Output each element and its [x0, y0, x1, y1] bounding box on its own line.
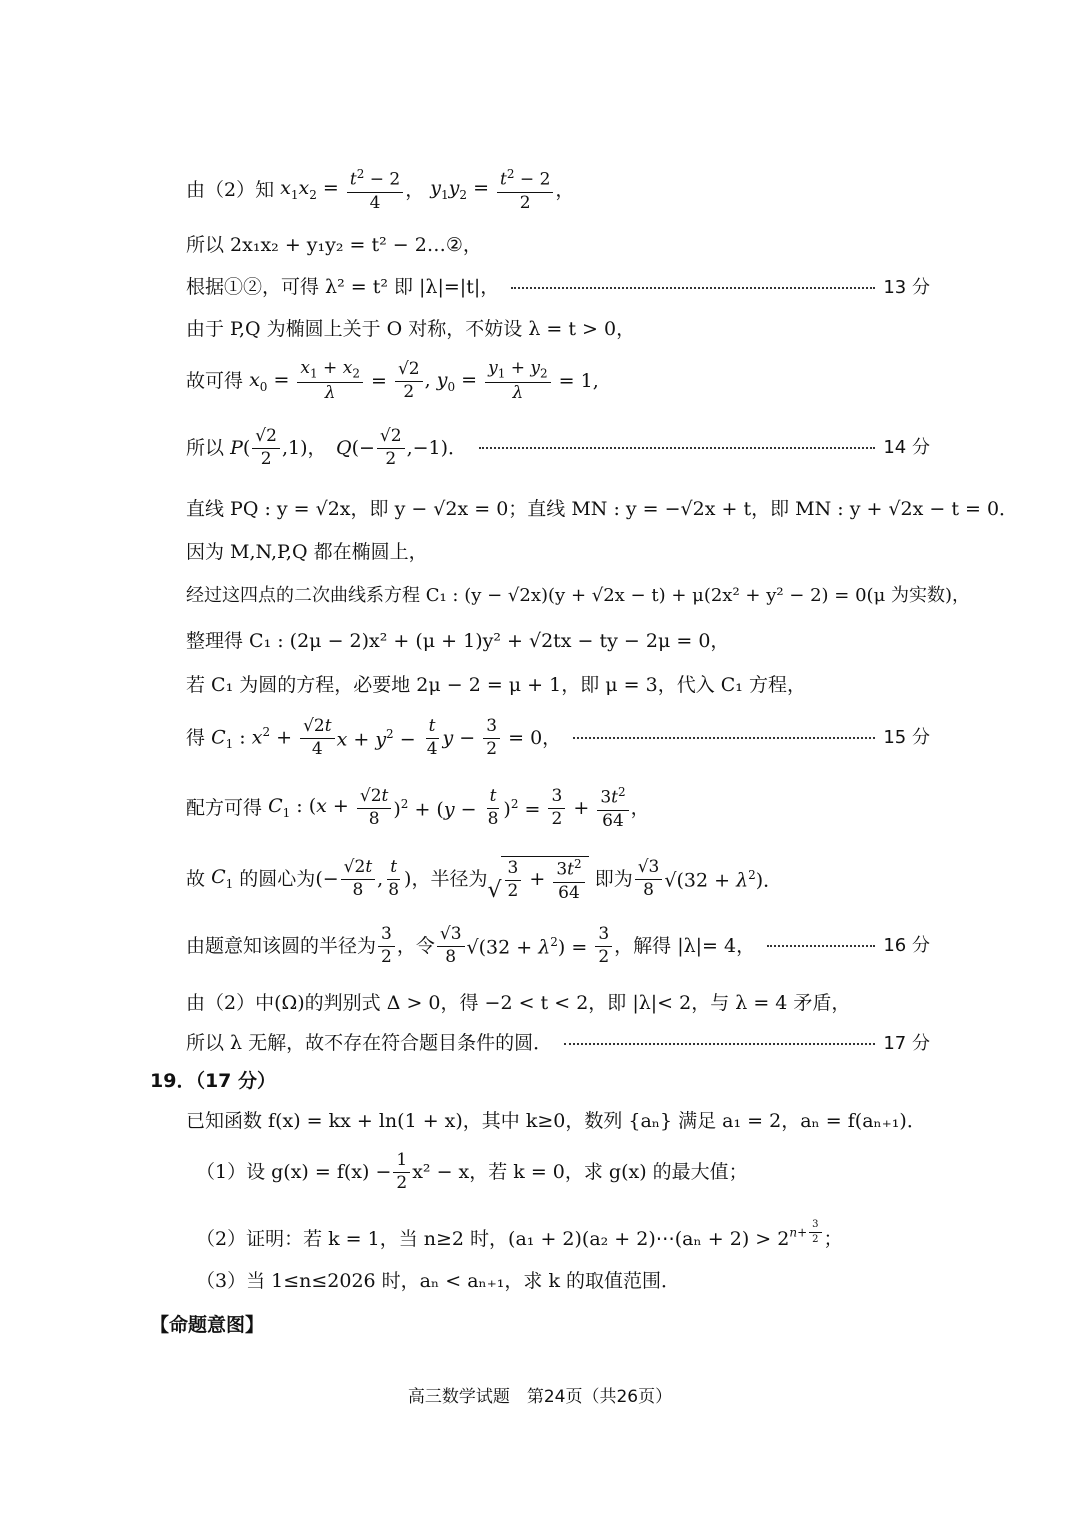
- leader-dots: [511, 287, 875, 289]
- line-10: 整理得 C₁ : (2μ − 2)x² + (μ + 1)y² + √2tx − ty − 2μ = 0，: [186, 630, 730, 652]
- frac-3t2-over-64: $\frac{3t^2}{64}$: [597, 786, 628, 830]
- frac-sqrt3-over-8: $\frac{√3}{8}$: [635, 859, 663, 900]
- frac-t-over-8: $\frac{t}{8}$: [487, 785, 499, 829]
- line-5: 故可得 $x_0$ = $\frac{x_1 + x_2}{\lambda}$ = $\frac{√2}{2}$ , $y_0$ = $\frac{y_1 + y_2}{\lambda}$ = 1,: [186, 358, 599, 403]
- leader-dots: [479, 447, 875, 449]
- frac-q-x: $\frac{√2}{2}$: [377, 428, 405, 469]
- score-13: 13 分: [883, 276, 930, 298]
- line-11: 若 C₁ 为圆的方程，必要地 2μ − 2 = μ + 1，即 μ = 3，代入 C₁ 方程，: [186, 674, 806, 696]
- frac-center-y: $\frac{t}{8}$: [388, 856, 400, 900]
- score-17: 17 分: [883, 1032, 930, 1054]
- frac-t2-2-over-4: $\frac{t^2 - 2}{4}$: [347, 168, 403, 212]
- question-19-part-3: （3）当 1≤n≤2026 时，aₙ < aₙ₊₁，求 k 的取值范围．: [196, 1270, 681, 1292]
- line-2: 所以 2x₁x₂ + y₁y₂ = t² − 2…②，: [186, 234, 482, 256]
- line-14: 故 $C_1$ 的圆心为 (− $\frac{√2t}{8}$ , $\frac{t}{8}$ ) ，半径为 √ $\frac{3}{2}$ + $\frac{3t^2}{64}$ 即为 $\frac{√3}{8}$ $√(32 + \lambda^2)$．: [186, 856, 783, 904]
- line-7: 直线 PQ : y = √2x，即 y − √2x = 0；直线 MN : y = −√2x + t，即 MN : y + √2x − t = 0．: [186, 498, 1019, 520]
- frac-t-over-4: $\frac{t}{4}$: [426, 716, 438, 759]
- frac-sqrt2t-over-4: $\frac{√2t}{4}$: [300, 718, 335, 759]
- line-3: 根据①②，可得 λ² = t² 即 |λ|=|t|， 13 分: [186, 276, 930, 298]
- math-y1y2: $y_1y_2$ =: [430, 177, 496, 203]
- line-15: 由题意知该圆的半径为 $\frac{3}{2}$ ，令 $\frac{√3}{8}$ $√(32 + \lambda^2)$ = $\frac{3}{2}$ ，解得 |λ|= 4， 16 分: [186, 924, 930, 967]
- frac-3-over-2: $\frac{3}{2}$: [483, 718, 500, 759]
- sqrt-radius: √ $\frac{3}{2}$ + $\frac{3t^2}{64}$: [487, 856, 588, 902]
- question-19-heading: 19．（17 分）: [150, 1070, 276, 1092]
- frac-1-over-2: $\frac{1}{2}$: [393, 1152, 410, 1193]
- exponent: n + 3 2: [789, 1220, 823, 1246]
- line-8: 因为 M,N,P,Q 都在椭圆上，: [186, 541, 428, 563]
- line-1: 由（2）知 $x_1x_2$ = $\frac{t^2 - 2}{4}$ ， $y_1y_2$ = $\frac{t^2 - 2}{2}$ ，: [186, 167, 575, 213]
- frac-center-x: $\frac{√2t}{8}$: [341, 859, 376, 900]
- frac-p-x: $\frac{√2}{2}$: [252, 428, 280, 469]
- line-12: 得 $C_1$ : $x^2$ + $\frac{√2t}{4}$ $x + y^2$ − $\frac{t}{4}$ y − $\frac{3}{2}$ = 0， 15 分: [186, 716, 930, 759]
- frac-3-over-2d: $\frac{3}{2}$: [595, 926, 612, 967]
- frac-x1x2-over-lambda: $\frac{x_1 + x_2}{\lambda}$: [297, 360, 363, 403]
- line-4: 由于 P,Q 为椭圆上关于 O 对称，不妨设 λ = t > 0，: [186, 318, 636, 340]
- math-x1x2: $x_1x_2$ =: [280, 177, 345, 203]
- score-14: 14 分: [883, 437, 930, 459]
- question-19-part-2: （2）证明：若 k = 1，当 n≥2 时，(a₁ + 2)(a₂ + 2)⋯(aₙ + 2) > 2 $^{n + \frac{3}{2}}$ ；: [196, 1218, 843, 1250]
- score-15: 15 分: [883, 727, 930, 749]
- question-19-part-1: （1）设 g(x) = f(x) − $\frac{1}{2}$ x² − x，若 k = 0，求 g(x) 的最大值；: [196, 1150, 748, 1193]
- frac-3-over-2c: $\frac{3}{2}$: [378, 926, 395, 967]
- line-13: 配方可得 $C_1$ : (x + $\frac{√2t}{8}$ )$^2$ + (y − $\frac{t}{8}$ )$^2$ = $\frac{3}{2}$ + $\frac{3t^2}{64}$ ，: [186, 785, 650, 831]
- leader-dots: [564, 1043, 875, 1045]
- frac-sqrt2-over-2: $\frac{√2}{2}$: [395, 361, 423, 402]
- question-19-stem: 已知函数 f(x) = kx + ln(1 + x)，其中 k≥0，数列 {aₙ} 满足 a₁ = 2，aₙ = f(aₙ₊₁)．: [186, 1110, 926, 1132]
- frac-3-over-2b: $\frac{3}{2}$: [548, 788, 565, 829]
- line-16: 由（2）中(Ω)的判别式 Δ > 0，得 −2 < t < 2，即 |λ|< 2，与 λ = 4 矛盾，: [186, 992, 851, 1014]
- frac-t2-2-over-2: $\frac{t^2 - 2}{2}$: [497, 168, 553, 212]
- page-footer: 高三数学试题 第24页（共26页）: [407, 1387, 673, 1407]
- frac-y1y2-over-lambda: $\frac{y_1 + y_2}{\lambda}$: [485, 360, 551, 403]
- frac-sqrt3-over-8b: $\frac{√3}{8}$: [437, 926, 465, 967]
- leader-dots: [767, 945, 875, 947]
- leader-dots: [573, 737, 875, 739]
- line-9: 经过这四点的二次曲线系方程 C₁ : (y − √2x)(y + √2x − t) + μ(2x² + y² − 2) = 0(μ 为实数)，: [186, 585, 971, 606]
- line-17: 所以 λ 无解，故不存在符合题目条件的圆． 17 分: [186, 1032, 930, 1054]
- score-16: 16 分: [883, 935, 930, 957]
- intent-heading: 【命题意图】: [150, 1314, 265, 1336]
- line-6: 所以 P( $\frac{√2}{2}$ ,1)， Q(− $\frac{√2}{2}$ ,−1)． 14 分: [186, 426, 930, 469]
- frac-sqrt2t-over-8: $\frac{√2t}{8}$: [357, 788, 392, 829]
